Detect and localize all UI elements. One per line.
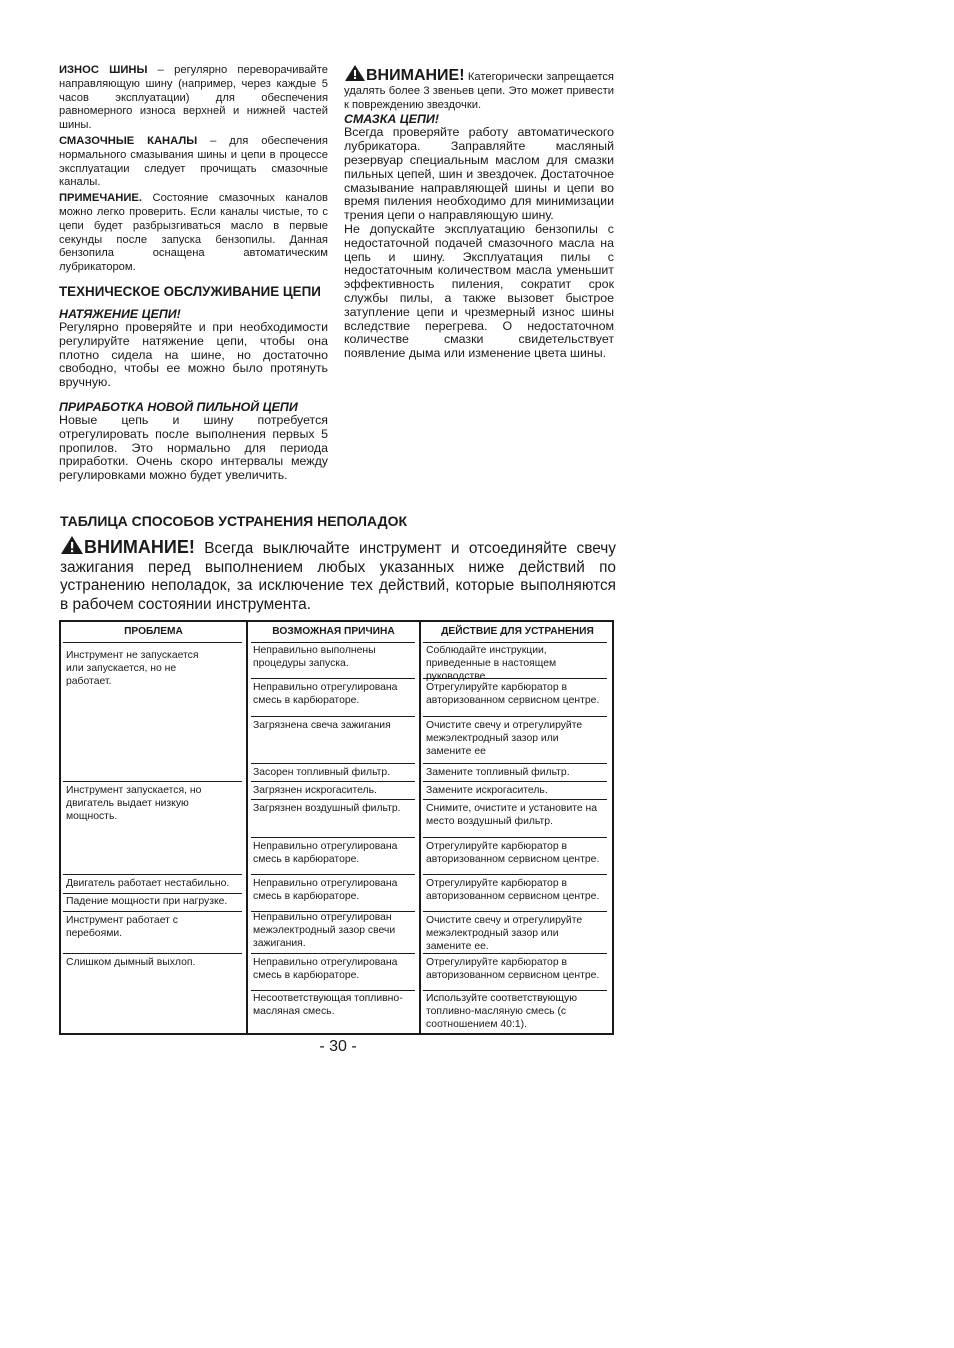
chain-maintenance-heading: ТЕХНИЧЕСКОЕ ОБСЛУЖИВАНИЕ ЦЕПИ (59, 283, 321, 299)
row-divider (423, 642, 607, 643)
note-paragraph (59, 192, 328, 275)
troubleshooting-warning-text: Всегда выключайте инструмент и отсоединяйте свечу зажигания перед выполнением любых указанных ниже действий по устранению неполадок, за исключение тех действий, которые выполняются в рабочем состоянии инструмента. (60, 540, 616, 613)
action-cell: Очистите свечу и отрегулируйте межэлектродный зазор или замените ее (426, 720, 583, 758)
warning-icon (60, 535, 84, 555)
oil-channels-lead: СМАЗОЧНЫЕ КАНАЛЫ (59, 134, 198, 147)
row-divider (423, 781, 607, 782)
row-divider (63, 781, 242, 782)
chain-links-warning-text: Категорически запрещается удалять более 3 звеньев цепи. Это может привести к повреждению звездочки. (344, 71, 614, 111)
right-column (344, 64, 614, 361)
row-divider (423, 911, 607, 912)
row-divider (251, 953, 415, 954)
row-divider (251, 781, 415, 782)
left-column (59, 64, 328, 483)
warning-icon (344, 64, 366, 82)
row-divider (251, 799, 415, 800)
chain-lube-text-2: Не допускайте эксплуатацию бензопилы с недостаточной подачей смазочного масла на цепь и шину. Эксплуатация пилы с недостаточным количеством масла уменьшит эффективность пиления, сократит срок службы пилы, а также вызовет быстрое затупление цепи и чрезмерный износ шины вследствие перегрева. О недостаточном количестве смазки свидетельствует появление дыма или изменение цвета шины. (344, 221, 614, 361)
troubleshooting-table (59, 620, 614, 1035)
page-number: - 30 - (319, 1038, 357, 1055)
action-cell: Очистите свечу и отрегулируйте межэлектродный зазор или замените ее. (426, 915, 583, 953)
chain-tension-text: Регулярно проверяйте и при необходимости регулируйте натяжение цепи, чтобы она плотно сидела на шине, но достаточно свободно, чтобы ее можно было протянуть вручную. (59, 319, 328, 390)
row-divider (423, 763, 607, 764)
row-divider (251, 874, 415, 875)
action-cell: Замените топливный фильтр. (426, 767, 570, 778)
row-divider (423, 837, 607, 838)
header-cause: ВОЗМОЖНАЯ ПРИЧИНА (272, 626, 395, 637)
action-cell: Замените искрогаситель. (426, 785, 548, 796)
troubleshooting-title: ТАБЛИЦА СПОСОБОВ УСТРАНЕНИЯ НЕПОЛАДОК (60, 513, 407, 529)
column-divider (419, 622, 421, 1033)
action-cell: Отрегулируйте карбюратор в авторизованном сервисном центре. (426, 878, 600, 903)
troubleshooting-warning (60, 535, 616, 614)
action-cell: Отрегулируйте карбюратор в авторизованном сервисном центре. (426, 682, 600, 707)
row-divider (423, 716, 607, 717)
chain-links-warning (344, 64, 614, 112)
action-cell: Снимите, очистите и установите на место воздушный фильтр. (426, 803, 598, 828)
row-divider (423, 990, 607, 991)
note-text: Состояние смазочных каналов можно легко проверить. Если каналы чистые, то с цепи будет разбрызгиваться масло в первые секунды после запуска бензопилы. Данная бензопила оснащена автоматическим лубрикатором. (59, 192, 328, 274)
row-divider (251, 716, 415, 717)
problem-cell: Падение мощности при нагрузке. (66, 896, 228, 907)
problem-cell: Инструмент не запускается или запускается, но не работает. (66, 650, 199, 688)
note-lead: ПРИМЕЧАНИЕ. (59, 192, 142, 205)
row-divider (251, 678, 415, 679)
problem-cell: Инструмент запускается, но двигатель выдает низкую мощность. (66, 785, 202, 823)
chain-tension-heading: НАТЯЖЕНИЕ ЦЕПИ! (59, 306, 181, 321)
problem-cell: Инструмент работает с перебоями. (66, 915, 178, 940)
chain-lube-heading: СМАЗКА ЦЕПИ! (344, 112, 439, 127)
bar-wear-lead: ИЗНОС ШИНЫ (59, 64, 148, 76)
cause-cell: Загрязнен искрогаситель. (253, 785, 377, 796)
cause-cell: Неправильно отрегулирован межэлектродный зазор свечи зажигания. (253, 912, 396, 950)
action-cell: Используйте соответствующую топливно-масляную смесь (с соотношением 40:1). (426, 993, 578, 1031)
problem-cell: Двигатель работает нестабильно. (66, 878, 230, 889)
cause-cell: Загрязнен воздушный фильтр. (253, 803, 401, 814)
header-action: ДЕЙСТВИЕ ДЛЯ УСТРАНЕНИЯ (441, 626, 594, 637)
row-divider (63, 953, 242, 954)
row-divider (63, 911, 242, 912)
action-cell: Отрегулируйте карбюратор в авторизованном сервисном центре. (426, 841, 600, 866)
oil-channels-paragraph (59, 135, 328, 190)
action-cell: Отрегулируйте карбюратор в авторизованном сервисном центре. (426, 957, 600, 982)
cause-cell: Неправильно выполнены процедуры запуска. (253, 645, 376, 670)
break-in-heading: ПРИРАБОТКА НОВОЙ ПИЛЬНОЙ ЦЕПИ (59, 399, 298, 414)
row-divider (423, 799, 607, 800)
header-problem: ПРОБЛЕМА (124, 626, 183, 637)
warning-word: ВНИМАНИЕ! (84, 537, 195, 557)
row-divider (63, 893, 242, 894)
row-divider (251, 990, 415, 991)
cause-cell: Неправильно отрегулирована смесь в карбюраторе. (253, 957, 398, 982)
row-divider (251, 642, 415, 643)
row-divider (63, 874, 242, 875)
break-in-text: Новые цепь и шину потребуется отрегулировать после выполнения первых 5 пропилов. Это нормально для периода приработки. Очень скоро интервалы между регулировками можно будет увеличить. (59, 412, 328, 483)
row-divider (251, 763, 415, 764)
bar-wear-paragraph (59, 64, 328, 133)
action-cell: Соблюдайте инструкции, приведенные в настоящем руководстве. (426, 645, 557, 683)
cause-cell: Несоответствующая топливно-масляная смесь. (253, 993, 403, 1018)
cause-cell: Неправильно отрегулирована смесь в карбюраторе. (253, 841, 398, 866)
oil-channels-text: – для обеспечения нормального смазывания шины и цепи в процессе эксплуатации следует прочищать смазочные каналы. (59, 134, 328, 189)
problem-cell: Слишком дымный выхлоп. (66, 957, 196, 968)
column-divider (246, 622, 248, 1033)
row-divider (423, 874, 607, 875)
bar-wear-text: – регулярно переворачивайте направляющую шину (например, через каждые 5 часов эксплуатации) для обеспечения равномерного износа верхней и нижней частей шины. (59, 64, 328, 132)
warning-word: ВНИМАНИЕ! (366, 67, 465, 84)
cause-cell: Неправильно отрегулирована смесь в карбюраторе. (253, 682, 398, 707)
cause-cell: Загрязнена свеча зажигания (253, 720, 391, 731)
cause-cell: Засорен топливный фильтр. (253, 767, 391, 778)
cause-cell: Неправильно отрегулирована смесь в карбюраторе. (253, 878, 398, 903)
row-divider (63, 642, 242, 643)
chain-lube-text-1: Всегда проверяйте работу автоматического лубрикатора. Заправляйте масляный резервуар специальным маслом для смазки пильных цепей, шин и звездочек. Достаточное смазывание направляющей шины и цепи во время пиления необходимо для минимизации трения цепи о направляющую шину. (344, 125, 614, 223)
row-divider (251, 837, 415, 838)
